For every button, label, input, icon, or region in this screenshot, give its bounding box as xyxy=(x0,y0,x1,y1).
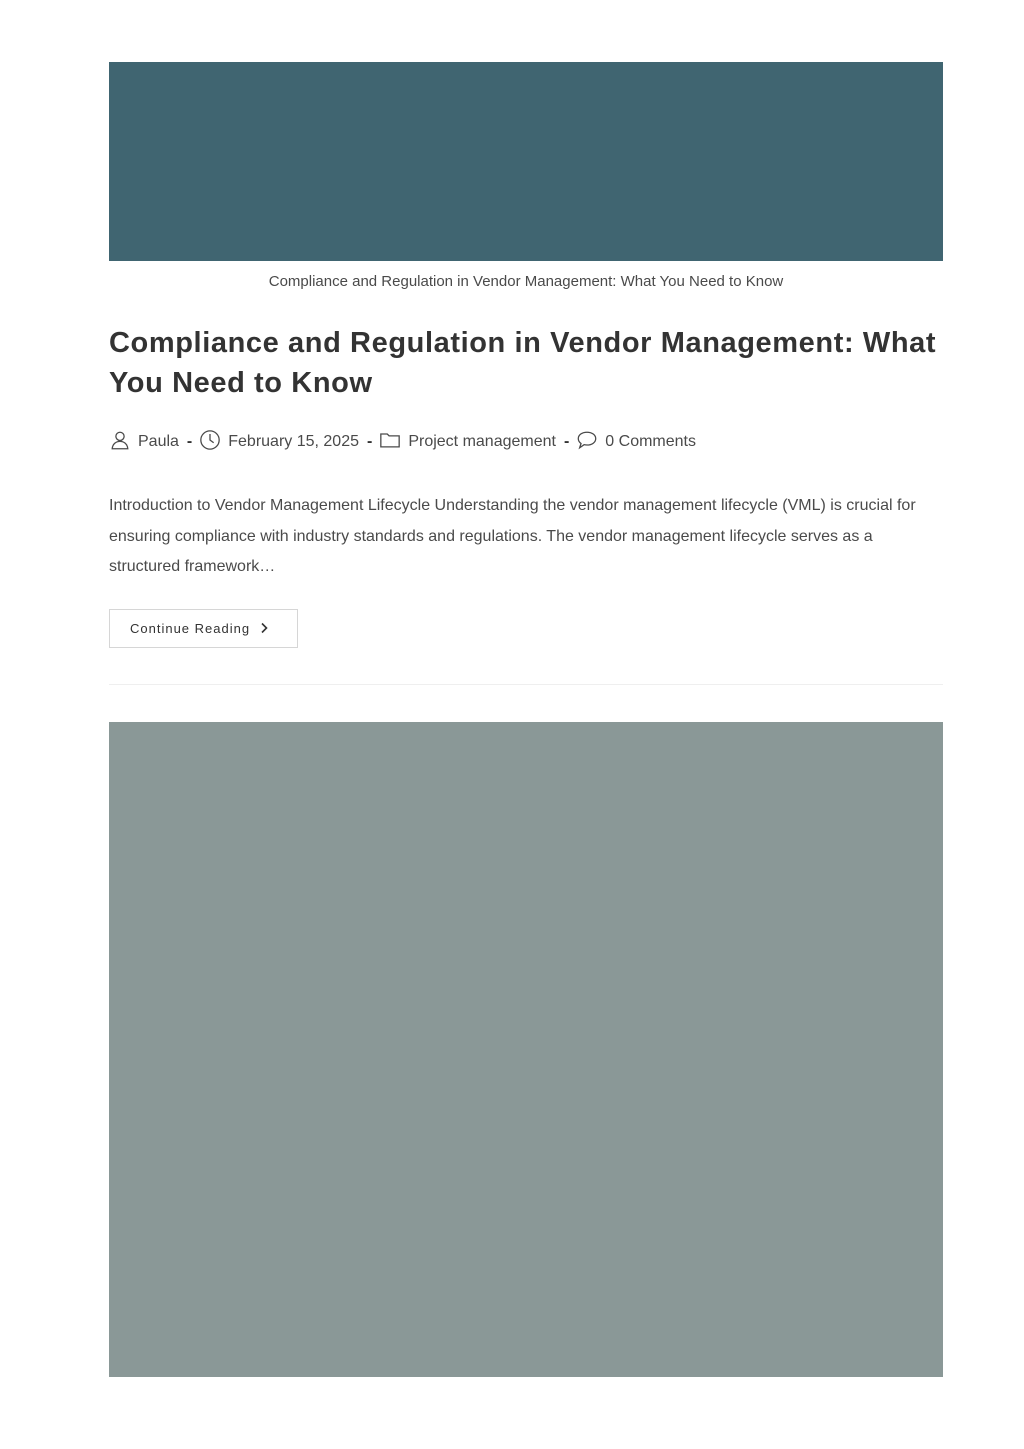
post-title-link[interactable]: Compliance and Regulation in Vendor Management: What You Need to Know xyxy=(109,327,937,399)
post-divider xyxy=(109,684,943,685)
post-date: February 15, 2025 xyxy=(228,433,359,450)
post-meta xyxy=(109,429,943,455)
continue-reading-button[interactable] xyxy=(109,609,298,648)
post-title xyxy=(109,323,943,403)
user-icon xyxy=(109,429,131,451)
post-thumbnail[interactable] xyxy=(109,62,943,261)
category-link[interactable]: Project management xyxy=(408,433,556,450)
author-link[interactable]: Paula xyxy=(138,433,179,450)
meta-category xyxy=(379,431,556,453)
meta-separator: - xyxy=(563,433,570,450)
folder-icon xyxy=(379,429,401,451)
continue-reading-label: Continue Reading xyxy=(130,620,251,636)
thumbnail-caption: Compliance and Regulation in Vendor Management: What You Need to Know xyxy=(268,273,784,290)
comment-icon xyxy=(576,429,598,451)
meta-author xyxy=(109,431,179,453)
post-excerpt: Introduction to Vendor Management Lifecycle Understanding the vendor management lifecycle (VML) is crucial for ensuring compliance with industry standards and regulations. The vendor management lifecycle serves as a structured framework… xyxy=(109,497,916,575)
meta-separator: - xyxy=(186,433,193,450)
post-article xyxy=(109,722,943,1377)
chevron-right-icon xyxy=(259,622,269,634)
clock-icon xyxy=(199,429,221,451)
meta-comments xyxy=(576,431,696,453)
meta-separator: - xyxy=(367,433,373,450)
post-thumbnail[interactable] xyxy=(109,722,943,1377)
post-article xyxy=(109,62,943,648)
meta-date xyxy=(199,431,359,453)
comments-link[interactable]: 0 Comments xyxy=(605,433,696,450)
